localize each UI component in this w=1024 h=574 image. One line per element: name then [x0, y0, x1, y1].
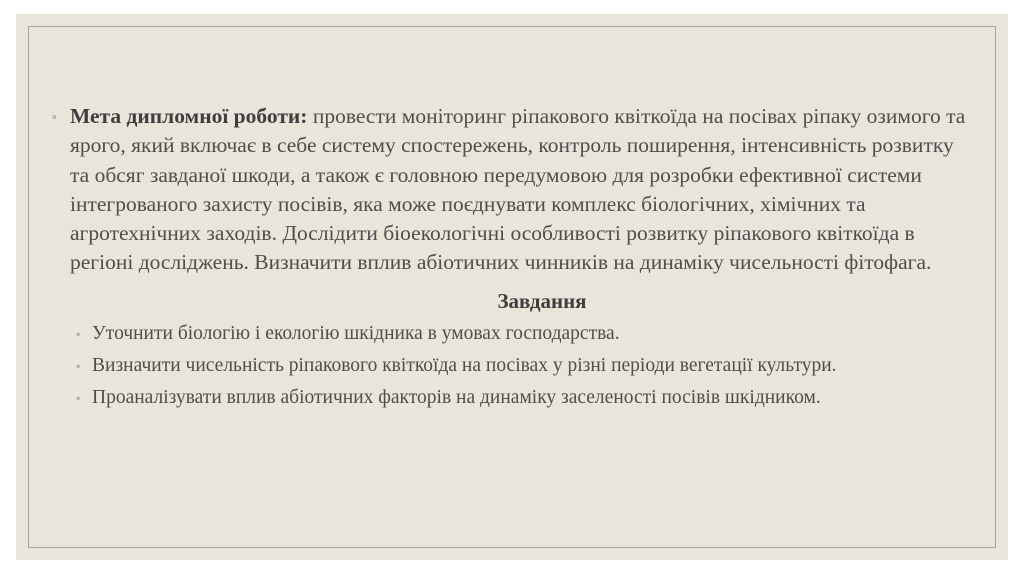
task-text: Визначити чисельність ріпакового квіткоїда на посівах у різні періоди вегетації культури. [92, 354, 837, 376]
slide-content [52, 102, 992, 416]
goal-paragraph [70, 102, 970, 278]
slide [16, 14, 1008, 560]
tasks-list [52, 320, 992, 412]
goal-text: провести моніторинг ріпакового квіткоїда на посівах ріпаку озимого та ярого, який включає в себе систему спостережень, контроль поширення, інтенсивність розвитку та обсяг завданої шкоди, а також є головною передумовою для розробки ефективної системи інтегрованого захисту посівів, яка може поєднувати комплекс біологічних, хімічних та агротехнічних заходів. Дослідити біоекологічні особливості розвитку ріпакового квіткоїда в регіоні досліджень. Визначити вплив абіотичних чинників на динаміку чисельності фітофага. [70, 104, 966, 275]
task-text: Проаналізувати вплив абіотичних факторів на динаміку заселеності посівів шкідником. [92, 386, 821, 408]
task-text: Уточнити біологію і екологію шкідника в умовах господарства. [92, 322, 620, 344]
bullet-icon: ◦ [76, 358, 81, 373]
goal-label: Мета дипломної роботи: [70, 104, 308, 128]
bullet-icon: ◦ [76, 390, 81, 405]
list-item [76, 384, 992, 412]
tasks-heading: Завдання [497, 288, 587, 313]
list-item [76, 352, 992, 380]
bullet-icon: ◦ [76, 326, 81, 341]
bullet-icon: ◦ [52, 109, 57, 124]
goal-item [52, 102, 992, 278]
list-item [76, 320, 992, 348]
